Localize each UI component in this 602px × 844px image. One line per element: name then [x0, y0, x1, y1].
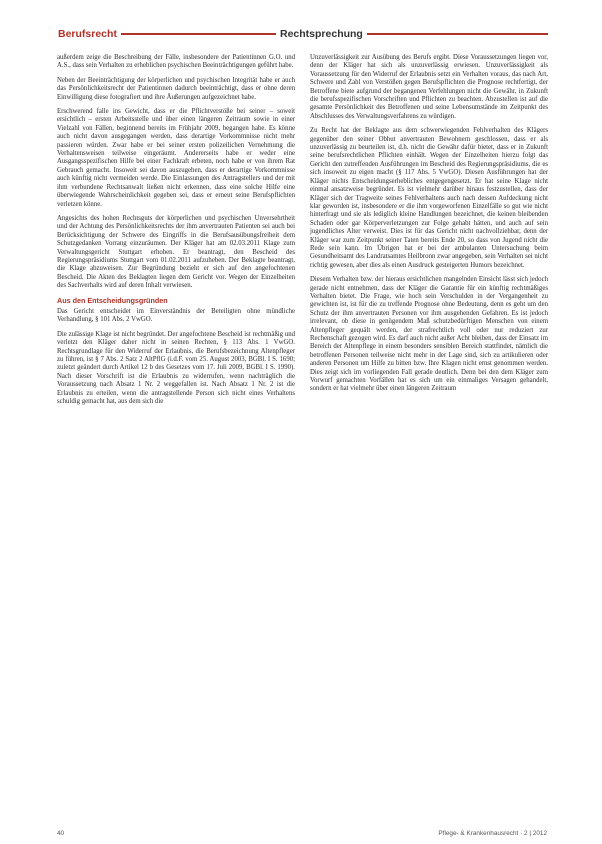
paragraph: Angesichts des hohen Rechtsguts der körperlichen und psychischen Unversehrtheit und der Achtung des Persönlichkeitsrechts der ihm anvertrauten Patienten sei auch bei Berücksichtigung der Schwere des Eingriffs in die Berufsausübungsfreiheit dem Schutzgedanken Vorrang einzuräumen. Der Kläger hat am 02.03.2011 Klage zum Verwaltungsgericht Stuttgart erhoben. Er beantragt, den Bescheid des Regierungspräsidiums Stuttgart vom 01.02.2011 aufzuheben. Der Beklagte beantragt, die Klage abzuweisen. Zur Begründung bezieht er sich auf den angefochtenen Bescheid. Die Akten des Beklagten liegen dem Gericht vor. Wegen der Einzelheiten des Sachverhalts wird auf deren Inhalt verwiesen.	[57, 214, 295, 290]
category-label: Rechtsprechung	[276, 24, 367, 44]
paragraph: Zu Recht hat der Beklagte aus dem schwerwiegenden Fehlverhalten des Klägers gegenüber den seiner Obhut anvertrauten Bewohnern geschlossen, dass er als unzuverlässig zu beurteilen ist, d.h. nicht die Gewähr dafür bietet, dass er in Zukunft seine berufsrechtlichen Pflichten einhält. Wegen der Einzelheiten hierzu folgt das Gericht den zutreffenden Ausführungen im Bescheid des Regierungspräsidiums, die es sich insoweit zu eigen macht (§ 117 Abs. 5 VwGO). Diesen Ausführungen hat der Kläger nichts Entscheidungserhebliches entgegengesetzt. Er hat seine Klage nicht einmal ansatzweise begründet. Es ist vielmehr darüber hinaus festzustellen, dass der Kläger sich der Tragweite seines Fehlverhaltens auch nach dessen Aufdeckung nicht klar geworden ist, insbesondere er die ihm vorgeworfenen Einzelfälle so gut wie nicht hinterfragt und sie als lediglich kleine Handlungen bezeichnet, die keinen bleibenden Schaden oder gar Körperverletzungen zur Folge gehabt hätten, und auch auf sein jugendliches Alter verweist. Dies ist für das Gericht nicht nachvollziehbar, denn der Kläger war zum Zeitpunkt seiner Taten bereits Ende 20, so dass von Jugend nicht die Rede sein kann. Im Übrigen hat er bei der ambulanten Untersuchung beim Gesundheitsamt des Landratsamtes Heilbronn zwar angegeben, sein Verhalten sei nicht richtig gewesen, aber dies als einen Ausdruck gesteigerten Humors bezeichnet.	[310, 127, 548, 269]
right-column	[310, 54, 548, 400]
paragraph: Diesem Verhalten bzw. der hieraus ersichtlichen mangelnden Einsicht lässt sich jedoch gerade nicht entnehmen, dass der Kläger die Garantie für ein künftig rechtmäßiges Verhalten bietet. Die Frage, wie hoch sein Verschulden in der Vergangenheit zu gewichten ist, ist für die zu treffende Prognose ohne Bedeutung, denn es geht um den Schutz der ihm anvertrauten Personen vor ihm ausgehenden Gefahren. Es ist jedoch irrelevant, ob diese in genügendem Maß schutzbedürftigen Menschen von einem Altenpfleger gequält werden, der strafrechtlich voll oder nur reduziert zur Rechenschaft gezogen wird. Es darf auch nicht außer Acht bleiben, dass der Einsatz im Bereich der Altenpflege in einem besonders sensiblen Bereich stattfindet, nämlich die betroffenen Personen teilweise nicht mehr in der Lage sind, sich zu artikulieren oder anderen Personen um Hilfe zu bitten bzw. Ihre Klagen nicht ernst genommen werden. Dies zeigt sich im vorliegenden Fall gerade deutlich. Denn bei den dem Kläger zum Vorwurf gemachten Vorfällen hat es sich um ein einmaliges Versagen gehandelt, sondern er hat vielmehr über einen längeren Zeitraum	[310, 276, 548, 393]
left-column	[57, 54, 295, 412]
section-label: Berufsrecht	[58, 24, 121, 44]
paragraph: Unzuverlässigkeit zur Ausübung des Berufs ergibt. Diese Voraussetzungen liegen vor, denn der Kläger hat sich als unzuverlässig erwiesen. Unzuverlässigkeit als Voraussetzung für den Widerruf der Erlaubnis setzt ein Verhalten voraus, das nach Art, Schwere und Zahl von Verstößen gegen Berufspflichten die Prognose rechtfertigt, der Betroffene biete aufgrund der begangenen Verfehlungen nicht die Gewähr, in Zukunft die berufsspezifischen Vorschriften und Pflichten zu beachten. Abzustellen ist auf die gesamte Persönlichkeit des Betroffenen und seine Lebensumstände im Zeitpunkt des Abschlusses des Verwaltungsverfahrens zu würdigen.	[310, 54, 548, 120]
paragraph: Neben der Beeinträchtigung der körperlichen und psychischen Integrität habe er auch das Persönlichkeitsrecht der Patientinnen dadurch beeinträchtigt, dass er ohne deren Einwilligung diese fotografiert und ihre Äußerungen aufgezeichnet habe.	[57, 76, 295, 101]
paragraph: außerdem zeige die Beschreibung der Fälle, insbesondere der Patientinnen G.O. und A.S., dass sein Verhalten zu erheblichen psychischen Beeinträchtigungen geführt habe.	[57, 54, 295, 70]
paragraph: Die zulässige Klage ist nicht begründet. Der angefochtene Bescheid ist rechtmäßig und verletzt den Kläger daher nicht in seinen Rechten, § 113 Abs. 1 VwGO. Rechtsgrundlage für den Widerruf der Erlaubnis, die Berufsbezeichnung Altenpfleger zu führen, ist § 7 Abs. 2 Satz 2 AltPflG (i.d.F. vom 25. August 2003, BGBl. I S. 1690; zuletzt geändert durch Artikel 12 b des Gesetzes vom 17. Juli 2009, BGBl. I S. 1990). Nach dieser Vorschrift ist die Erlaubnis zu widerrufen, wenn nachträglich die Voraussetzung nach Absatz 1 Nr. 2 weggefallen ist. Nach Absatz 1 Nr. 2 ist die Erlaubnis zu erteilen, wenn die antragstellende Person sich nicht eines Verhaltens schuldig gemacht hat, aus dem sich die	[57, 330, 295, 406]
issue-label: Pflege- & Krankenhausrecht · 2 | 2012	[438, 830, 547, 837]
page-header	[58, 24, 548, 46]
section-subheading: Aus den Entscheidungsgründen	[57, 295, 168, 305]
paragraph: Das Gericht entscheidet im Einverständnis der Beteiligten ohne mündliche Verhandlung, § 101 Abs. 2 VwGO.	[57, 307, 295, 324]
page-number: 40	[57, 830, 65, 837]
paragraph: Erschwerend falle ins Gewicht, dass er die Pflichtverstöße bei seiner – soweit ersichtlich – ersten Arbeitsstelle und über einen längeren Zeitraum sowie in einer Vielzahl von Fällen, beginnend bereits im Frühjahr 2009, begangen habe. Es könne auch nicht davon ausgegangen werden, dass derartige Vorkommnisse nicht mehr passieren würden. Zwar habe er bei seiner ersten polizeilichen Vernehmung die Verhaltensweisen teilweise eingeräumt. Andererseits habe er weder eine Ausgangsspezifischen Hilfe bei einer Fachkraft erbeten, noch habe er von ihrem Rat Gebrauch gemacht. Insoweit sei davon auszugehen, dass er derartige Vorkommnisse auch künftig nicht vermeiden werde. Die Einlassungen des Antragstellers und der mit ihm verbundene Rechtsanwalt ließen nicht erkennen, dass eine solche Hilfe eine überwiegende Wahrscheinlichkeit gegeben sei, dass er erneut seine Berufspflichten verletzen könne.	[57, 108, 295, 208]
